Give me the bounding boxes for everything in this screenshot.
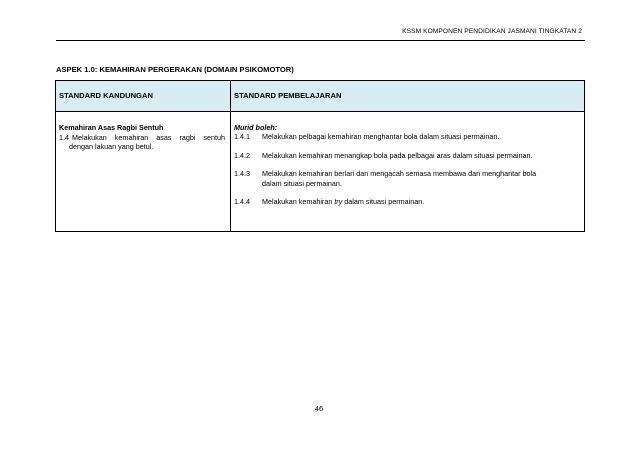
learning-item — [234, 151, 582, 161]
learning-item-continuation — [234, 179, 582, 189]
learning-item-number: 1.4.3 — [234, 169, 250, 179]
learning-item-text: Melakukan kemahiran menangkap bola pada pelbagai aras dalam situasi permainan. — [262, 150, 533, 160]
content-standard-text-line2: dengan lakuan yang betul. — [69, 142, 154, 151]
learning-item-text-pre: Melakukan kemahiran — [262, 197, 335, 207]
learning-item-number: 1.4.2 — [234, 150, 250, 160]
column-header-standard-kandungan: STANDARD KANDUNGAN — [59, 91, 153, 100]
header-divider — [56, 40, 585, 41]
learning-item-number: 1.4.4 — [234, 197, 250, 207]
aspect-title: ASPEK 1.0: KEMAHIRAN PERGERAKAN (DOMAIN PSIKOMOTOR) — [56, 65, 294, 74]
table-header-row — [56, 81, 584, 112]
learning-item-text-line2: dalam situasi permainan. — [262, 178, 342, 188]
learning-standard-title: Murid boleh: — [234, 123, 278, 132]
learning-item-text: Melakukan kemahiran berlari dan mengacah semasa membawa dan menghantar bola — [262, 169, 537, 179]
column-divider — [230, 81, 231, 231]
learning-item — [234, 169, 582, 179]
content-standard-number: 1.4 — [59, 133, 69, 142]
learning-standard-cell — [234, 123, 582, 207]
standards-table — [55, 80, 585, 232]
learning-item — [234, 132, 582, 142]
learning-item-text — [262, 197, 582, 207]
page-number: 46 — [314, 404, 324, 413]
learning-item-number: 1.4.1 — [234, 132, 250, 141]
column-header-standard-pembelajaran: STANDARD PEMBELAJARAN — [234, 91, 342, 100]
content-standard-cell — [59, 123, 225, 151]
content-standard-title: Kemahiran Asas Ragbi Sentuh — [59, 123, 164, 132]
learning-item-text: Melakukan pelbagai kemahiran menghantar bola dalam situasi permainan. — [262, 132, 500, 141]
content-standard-item — [59, 133, 225, 142]
learning-item — [234, 197, 582, 207]
learning-item-text-post: dalam situasi permainan. — [342, 197, 425, 207]
content-standard-text-line1: Melakukan kemahiran asas ragbi sentuh — [72, 133, 225, 142]
learning-item-text-italic-term: try — [334, 197, 343, 207]
running-header: KSSM KOMPONEN PENDIDIKAN JASMANI TINGKATAN 2 — [402, 28, 582, 35]
